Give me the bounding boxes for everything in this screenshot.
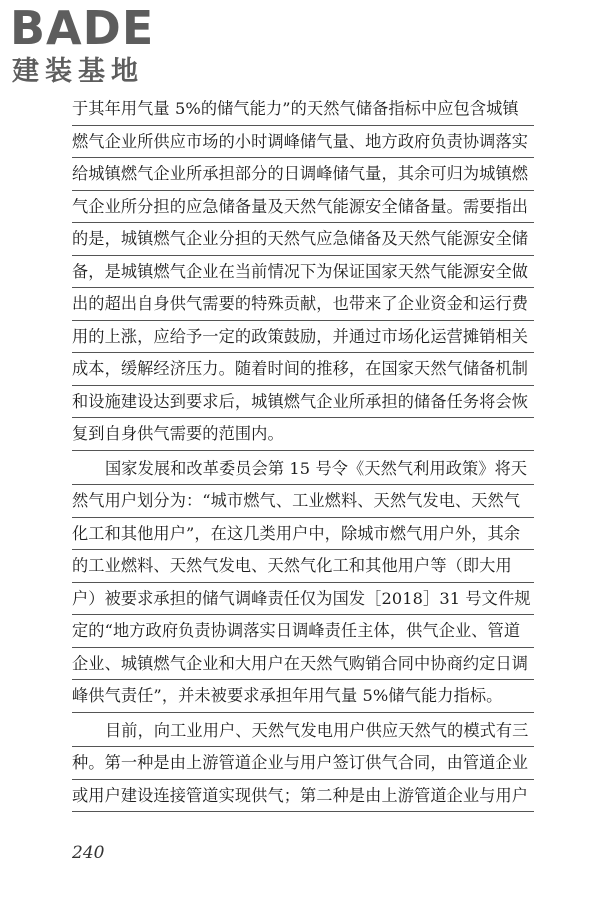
text-line: 用的上涨，应给予一定的政策鼓励，并通过市场化运营摊销相关	[72, 321, 534, 354]
text-line: 出的超出自身供气需要的特殊贡献，也带来了企业资金和运行费	[72, 288, 534, 321]
text-line: 企业、城镇燃气企业和大用户在天然气购销合同中协商约定日调	[72, 648, 534, 681]
text-line: 峰供气责任”，并未被要求承担年用气量 5%储气能力指标。	[72, 680, 534, 713]
text-line: 气企业所分担的应急储备量及天然气能源安全储备量。需要指出	[72, 191, 534, 224]
text-line: 目前，向工业用户、天然气发电用户供应天然气的模式有三	[72, 715, 534, 748]
text-line: 户）被要求承担的储气调峰责任仅为国发［2018］31 号文件规	[72, 583, 534, 616]
text-line: 和设施建设达到要求后，城镇燃气企业所承担的储备任务将会恢	[72, 386, 534, 419]
page-number: 240	[72, 843, 105, 863]
text-line: 定的“地方政府负责协调落实日调峰责任主体，供气企业、管道	[72, 615, 534, 648]
watermark-latin-text: BADE	[10, 1, 155, 55]
paragraph	[72, 715, 534, 813]
text-line: 化工和其他用户”，在这几类用户中，除城市燃气用户外，其余	[72, 518, 534, 551]
text-line: 的工业燃料、天然气发电、天然气化工和其他用户等（即大用	[72, 550, 534, 583]
text-line: 给城镇燃气企业所承担部分的日调峰储气量，其余可归为城镇燃	[72, 158, 534, 191]
text-line: 燃气企业所供应市场的小时调峰储气量、地方政府负责协调落实	[72, 126, 534, 159]
text-line: 复到自身供气需要的范围内。	[72, 418, 534, 451]
page-body-text	[72, 93, 534, 812]
text-line: 成本，缓解经济压力。随着时间的推移，在国家天然气储备机制	[72, 353, 534, 386]
bade-watermark-logo	[10, 2, 185, 90]
text-line: 国家发展和改革委员会第 15 号令《天然气利用政策》将天	[72, 453, 534, 486]
text-line: 的是，城镇燃气企业分担的天然气应急储备及天然气能源安全储	[72, 223, 534, 256]
paragraph	[72, 93, 534, 451]
text-line: 备，是城镇燃气企业在当前情况下为保证国家天然气能源安全做	[72, 256, 534, 289]
watermark-cjk-text: 建装基地	[12, 56, 144, 87]
text-line: 种。第一种是由上游管道企业与用户签订供气合同，由管道企业	[72, 747, 534, 780]
paragraph	[72, 453, 534, 713]
text-line: 于其年用气量 5%的储气能力”的天然气储备指标中应包含城镇	[72, 93, 534, 126]
text-line: 或用户建设连接管道实现供气；第二种是由上游管道企业与用户	[72, 780, 534, 813]
text-line: 然气用户划分为：“城市燃气、工业燃料、天然气发电、天然气	[72, 485, 534, 518]
